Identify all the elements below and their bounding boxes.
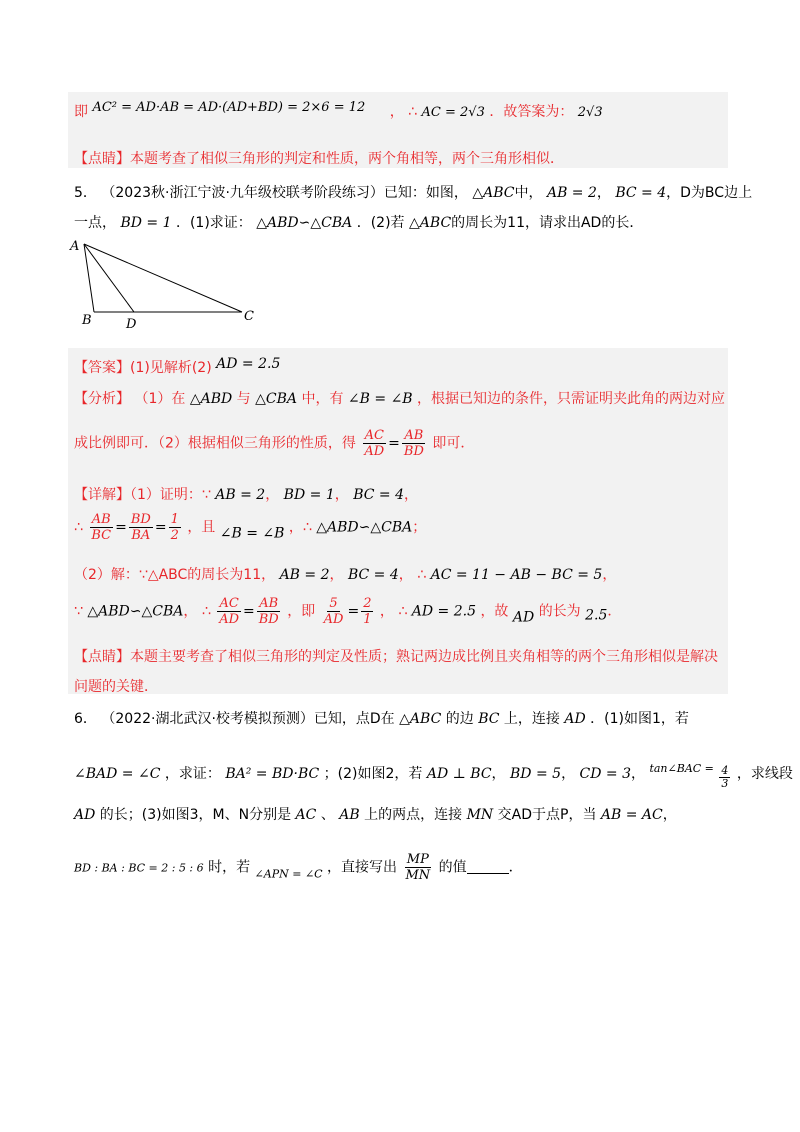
prev-note: 【点睛】本题考查了相似三角形的判定和性质，两个角相等，两个三角形相似． — [74, 151, 564, 167]
q5-note-2: 问题的关键． — [74, 679, 158, 695]
q5-detail-3: （2）解：∵△ABC的周长为11， AB = 2， BC = 4， ∴ AC = 11 − AB − BC = 5， — [74, 567, 617, 583]
prev-answer-line: 即 AC² = AD·AB = AD·(AD+BD) = 2×6 = 12 ， ∴ AC = 2√3 ．故答案为： 2√3 — [74, 100, 603, 120]
q5-detail-4: ∵ △ABD∽△CBA， ∴ $\frac{AC}{AD}$ = $\frac{AB}{BD}$ ，即 $\frac{5}{AD}$ = $\frac{2}{1}$ ， ∴ AD = 2.5 ，故 AD 的长为 2.5． — [74, 596, 622, 627]
frac-ab-bd: $\frac{AB}{BD}$ — [403, 428, 424, 459]
q6-line1: 6． （2022·湖北武汉·校考模拟预测）已知，点D在 △ABC 的边 BC 上，连接 AD ．(1)如图1，若 — [74, 711, 689, 727]
label-d: D — [126, 317, 137, 332]
label-a: A — [70, 239, 80, 254]
label-b: B — [82, 313, 92, 328]
q5-detail-2: ∴ $\frac{AB}{BC}$ = $\frac{BD}{BA}$ = $\frac{1}{2}$ ，且 ∠B = ∠B ，∴ △ABD∽△CBA； — [74, 512, 427, 543]
q5-note-1: 【点睛】本题主要考查了相似三角形的判定及性质；熟记两边成比例且夹角相等的两个三角形相似是解决 — [74, 649, 718, 665]
answer-blank[interactable] — [467, 861, 509, 874]
q5-line2: 一点， BD = 1 ．(1)求证： △ABD∽△CBA ．(2)若 △ABC的周长为11，请求出AD的长． — [74, 215, 644, 231]
label-c: C — [244, 309, 254, 324]
frac-ac-ad: $\frac{AC}{AD}$ — [364, 428, 385, 459]
edge-ad — [84, 244, 134, 312]
q5-detail-1: 【详解】（1）证明：∵ AB = 2， BD = 1， BC = 4， — [74, 487, 418, 503]
edge-ac — [84, 244, 242, 312]
edge-ab — [84, 244, 94, 312]
q5-line1: 5． （2023秋·浙江宁波·九年级校联考阶段练习）已知：如图， △ABC中， AB = 2， BC = 4，D为BC边上 — [74, 185, 753, 201]
q6-line3: AD 的长；(3)如图3，M、N分别是 AC 、 AB 上的两点，连接 MN 交AD于点P，当 AB = AC， — [74, 807, 677, 823]
q5-analysis-2: 成比例即可．（2）根据相似三角形的性质，得 $\frac{AC}{AD}$ = $\frac{AB}{BD}$ 即可． — [74, 428, 475, 459]
q5-answer: 【答案】(1)见解析(2) AD = 2.5 — [74, 356, 281, 376]
q6-line4: BD : BA : BC = 2 : 5 : 6 时，若 $_{\angle APN = \angle C}$ ，直接写出 $\frac{MP}{MN}$ 的值 ． — [74, 852, 523, 883]
prev-eq: AC² = AD·AB = AD·(AD+BD) = 2×6 = 12 — [92, 100, 366, 115]
q6-line2: ∠BAD = ∠C ，求证： BA² = BD·BC ；(2)如图2，若 AD ⊥ BC， BD = 5， CD = 3， $^{tan\angle BAC =}$ $\frac{4}{3}$ ，求线段 — [74, 762, 793, 790]
triangle-figure — [66, 236, 266, 332]
q5-analysis-1: 【分析】 （1）在 △ABD 与 △CBA 中，有 ∠B = ∠B ，根据已知边的条件，只需证明夹此角的两边对应 — [74, 391, 726, 407]
